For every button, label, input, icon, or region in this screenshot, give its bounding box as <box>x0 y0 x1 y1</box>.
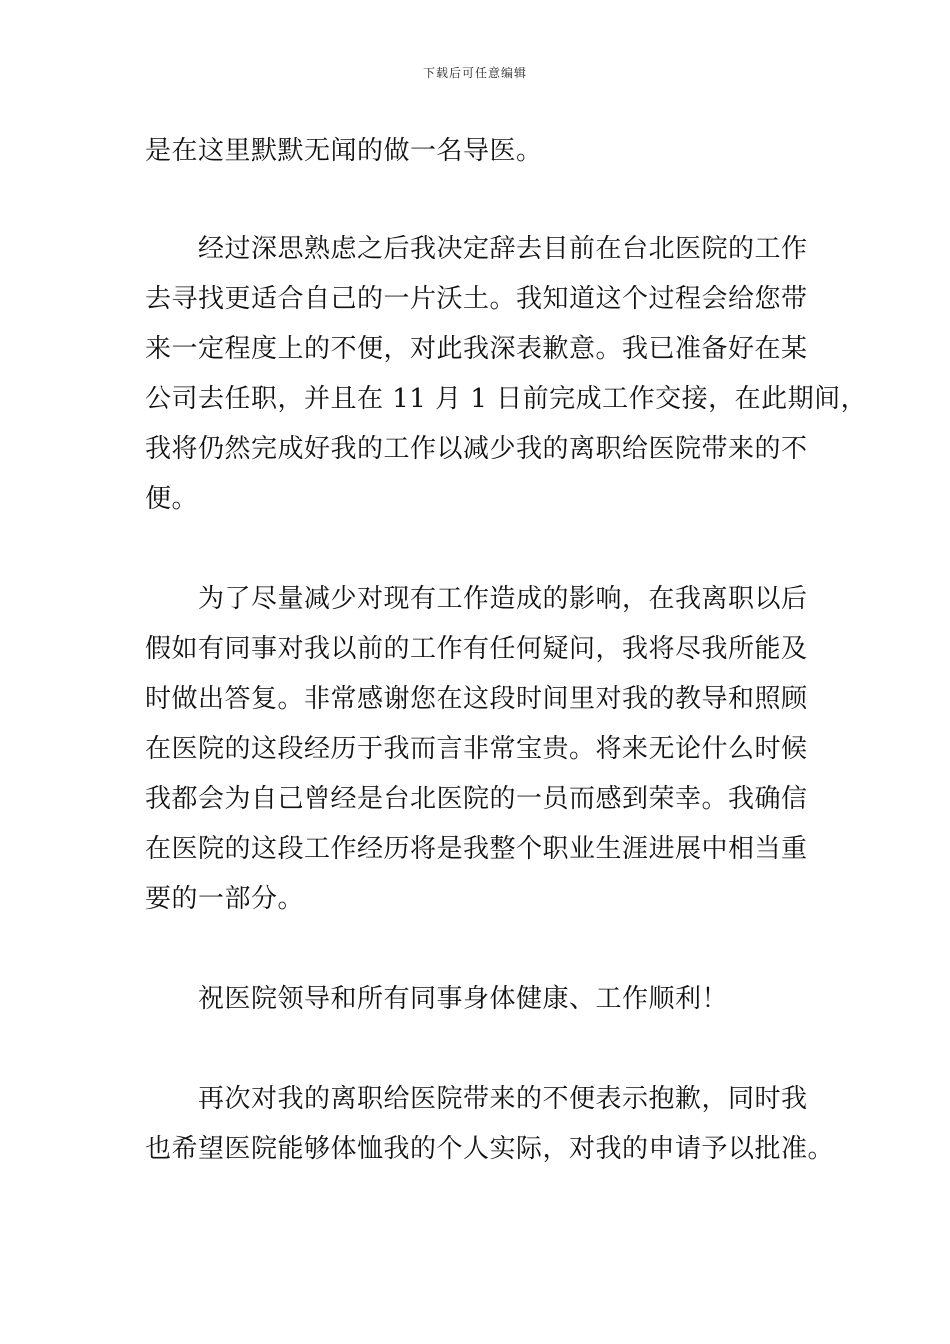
text-line: 我都会为自己曾经是台北医院的一员而感到荣幸。我确信 <box>145 784 808 814</box>
text-line: 去寻找更适合自己的一片沃土。我知道这个过程会给您带 <box>145 284 808 314</box>
text-line: 便。 <box>145 484 199 514</box>
text-line: 经过深思熟虑之后我决定辞去目前在台北医院的工作 <box>198 234 808 264</box>
text-line: 在医院的这段经历于我而言非常宝贵。将来无论什么时候 <box>145 734 808 764</box>
text-line: 是在这里默默无闻的做一名导医。 <box>145 136 543 166</box>
text-line: 来一定程度上的不便，对此我深表歉意。我已准备好在某 <box>145 334 808 364</box>
text-line: 在医院的这段工作经历将是我整个职业生涯进展中相当重 <box>145 834 808 864</box>
text-line: 要的一部分。 <box>145 884 305 914</box>
text-line: 再次对我的离职给医院带来的不便表示抱歉，同时我 <box>198 1084 808 1114</box>
text-line: 我将仍然完成好我的工作以减少我的离职给医院带来的不 <box>145 434 808 464</box>
text-line: 也希望医院能够体恤我的个人实际，对我的申请予以批准。 <box>145 1134 835 1164</box>
text-line: 祝医院领导和所有同事身体健康、工作顺利！ <box>198 984 729 1014</box>
text-line: 假如有同事对我以前的工作有任何疑问，我将尽我所能及 <box>145 634 808 664</box>
header-note: 下载后可任意编辑 <box>422 66 527 80</box>
text-line: 为了尽量减少对现有工作造成的影响，在我离职以后 <box>198 584 808 614</box>
text-line: 时做出答复。非常感谢您在这段时间里对我的教导和照顾 <box>145 684 808 714</box>
text-line: 公司去任职，并且在 11 月 1 日前完成工作交接，在此期间， <box>145 384 868 414</box>
